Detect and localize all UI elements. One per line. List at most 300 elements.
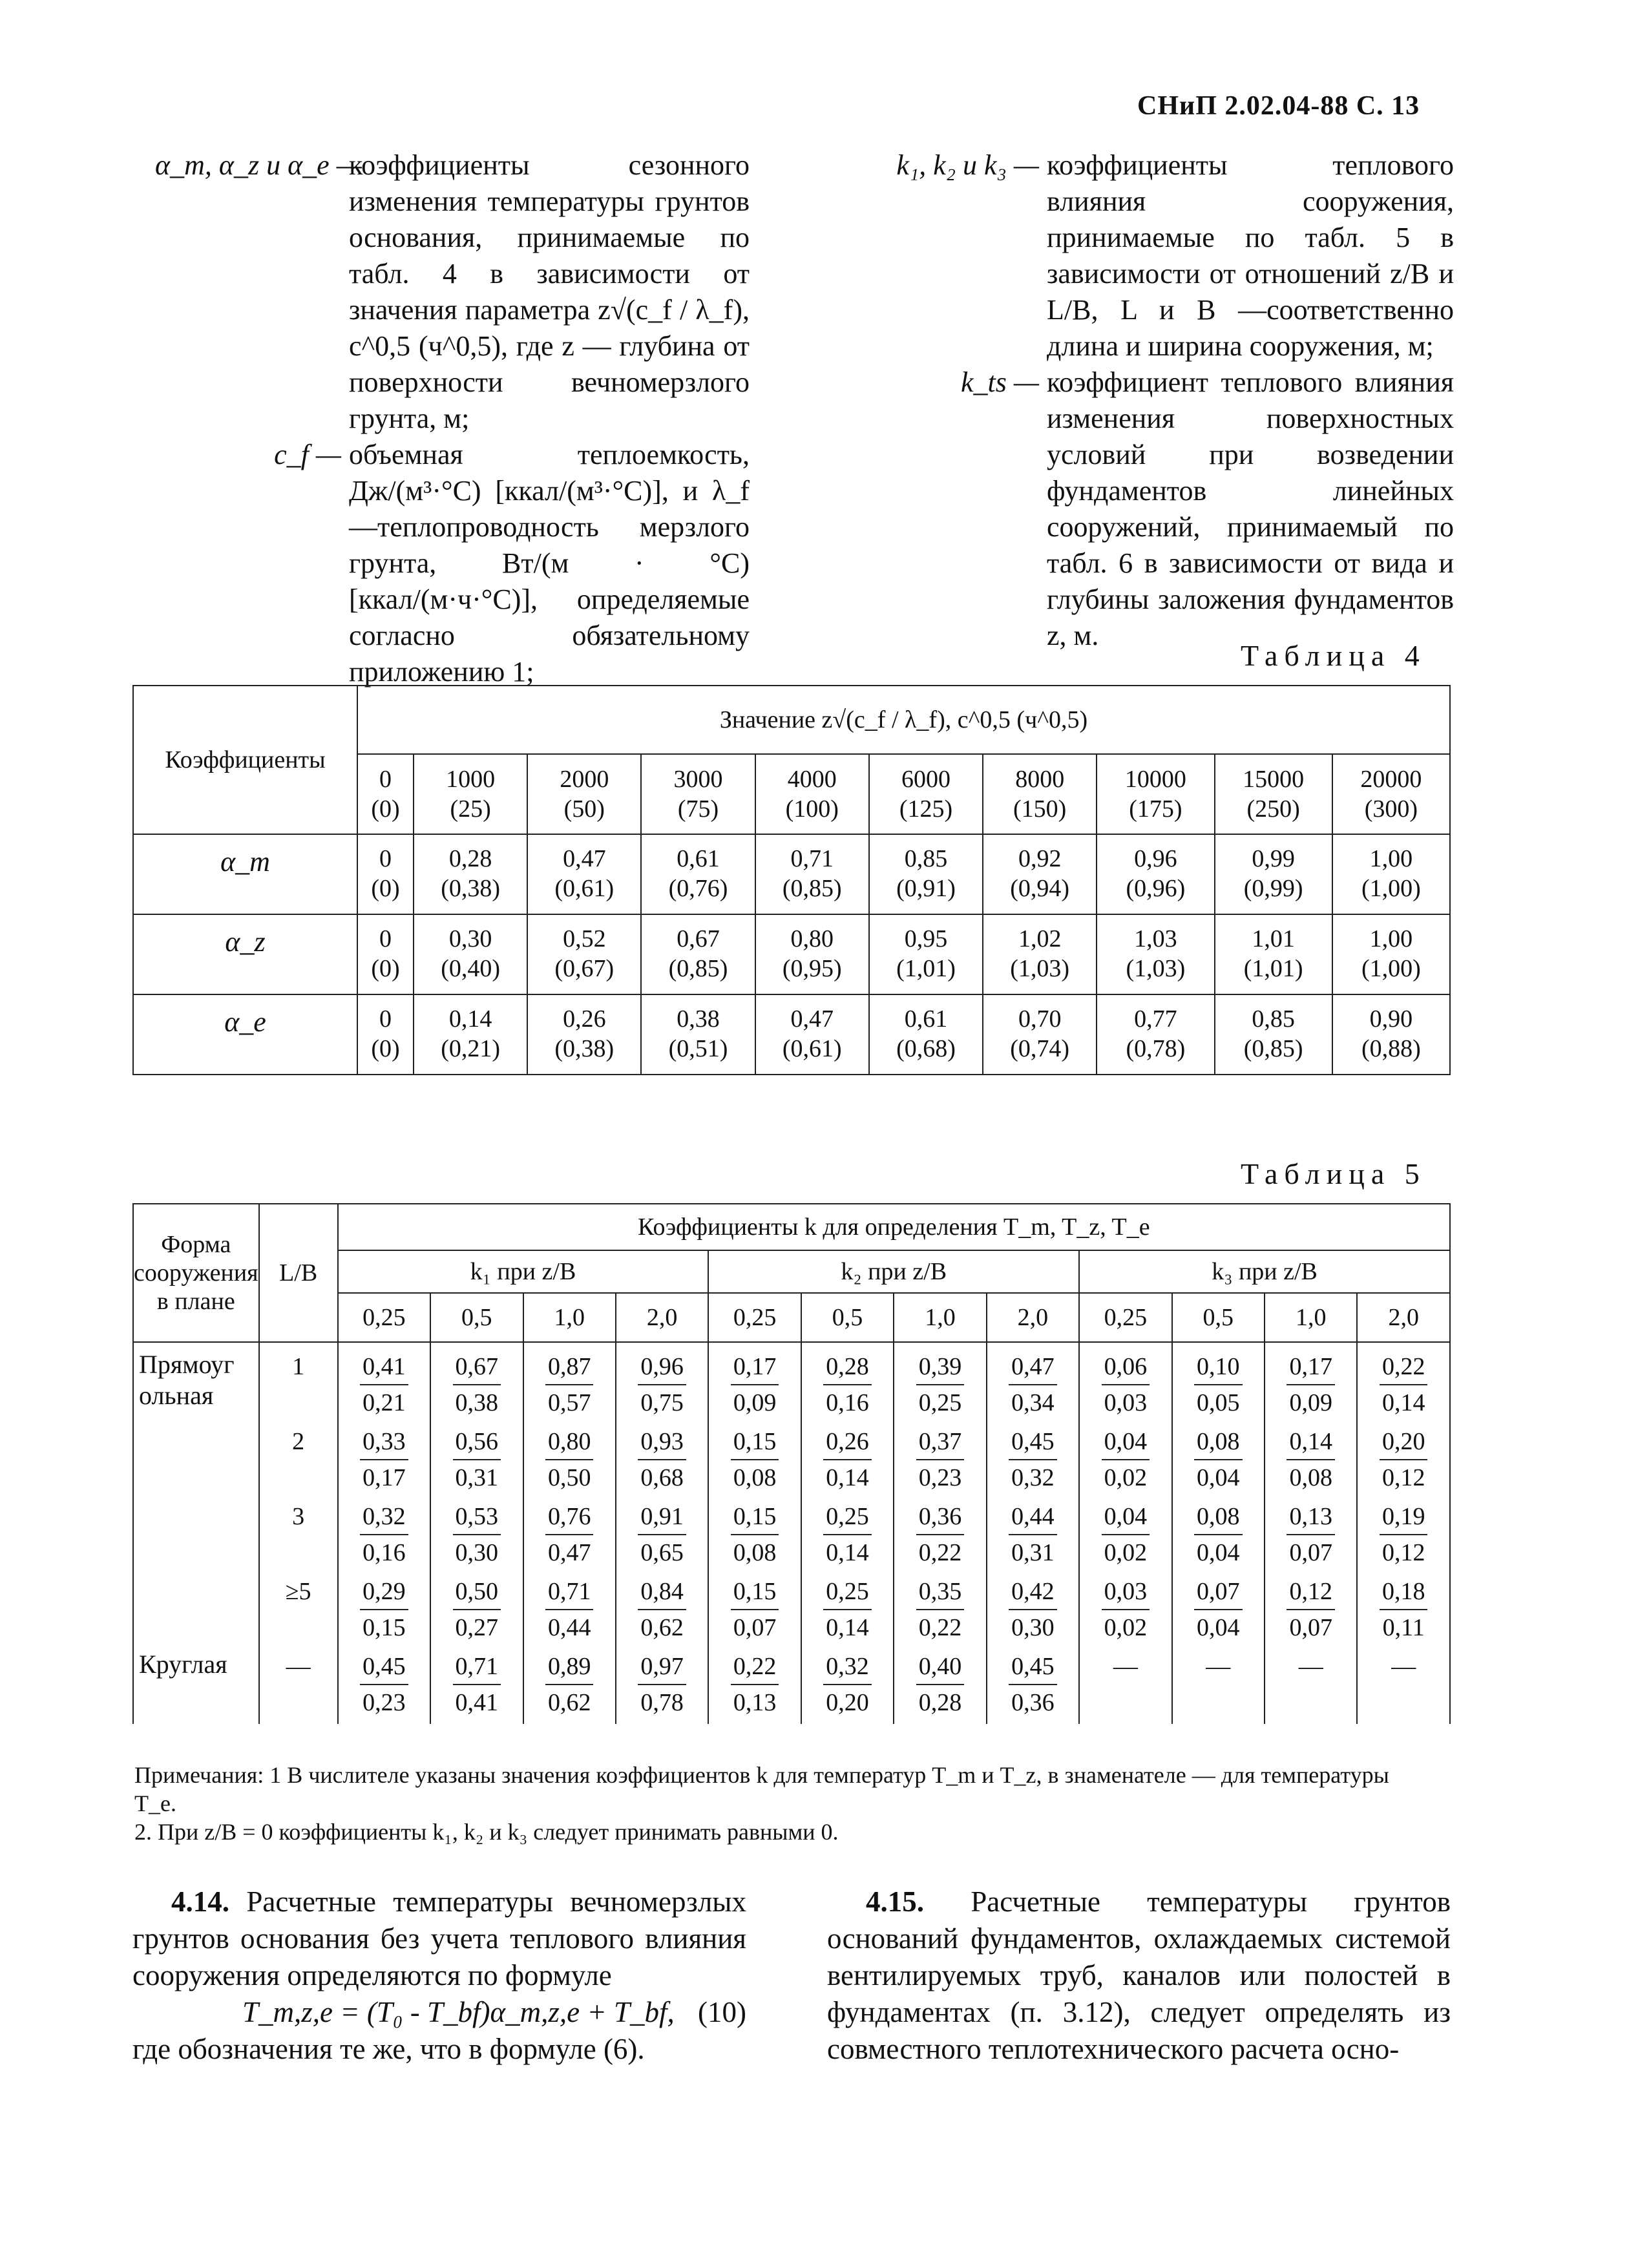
numerator: 0,25: [823, 1499, 872, 1535]
lb-value: —: [286, 1653, 311, 1680]
numerator: 0,71: [453, 1649, 501, 1685]
table-cell: [869, 994, 983, 1075]
denominator: 0,21: [362, 1389, 406, 1416]
numerator: 0,35: [916, 1574, 965, 1610]
denominator: 0,17: [362, 1464, 406, 1491]
right-definitions: [840, 147, 1454, 654]
numerator: 0,17: [731, 1349, 779, 1385]
numerator: 0,04: [1102, 1424, 1150, 1460]
cell-value-alt: (0,85): [782, 875, 842, 902]
table-cell: [414, 994, 527, 1075]
fraction: [453, 1424, 501, 1495]
table-cell: [869, 834, 983, 914]
fraction: [823, 1649, 872, 1720]
table-cell: [1097, 994, 1214, 1075]
denominator: 0,31: [1011, 1539, 1055, 1566]
numerator: 0,36: [916, 1499, 965, 1535]
cell-value: 0,61: [677, 845, 720, 872]
numerator: 0,67: [453, 1349, 501, 1385]
cell-value-alt: (0,68): [896, 1035, 956, 1062]
cell-value-alt: (1,01): [1243, 955, 1303, 982]
numerator: 0,37: [916, 1424, 965, 1460]
table5-zb-header: 1,0: [1265, 1293, 1357, 1342]
definition-term: k₁, k₂ и k₃ —: [896, 149, 1039, 181]
lb-value: 3: [292, 1503, 305, 1530]
table5-value-column: [616, 1342, 708, 1724]
fraction: [1009, 1349, 1057, 1420]
table5-k2-header: k₂ при z/B: [708, 1250, 1079, 1293]
numerator: 0,89: [545, 1649, 594, 1685]
table-cell: [1215, 914, 1332, 994]
table5-k1-header: k₁ при z/B: [338, 1250, 709, 1293]
denominator: 0,28: [918, 1689, 962, 1716]
table-cell: [1097, 834, 1214, 914]
fraction: [638, 1499, 686, 1570]
numerator: 0,26: [823, 1424, 872, 1460]
denominator: 0,57: [547, 1389, 591, 1416]
table4-row-label: α_z: [133, 914, 357, 994]
table-cell: [641, 914, 755, 994]
formula-number: (10): [698, 1996, 746, 2028]
column-value-alt: (75): [677, 795, 719, 823]
table4-column-header: [527, 754, 641, 834]
section-4-14: [132, 1884, 746, 2068]
cell-value-alt: (0,38): [554, 1035, 614, 1062]
numerator: 0,87: [545, 1349, 594, 1385]
table5-zb-header: 0,5: [430, 1293, 523, 1342]
table-cell: [1332, 994, 1450, 1075]
cell-value: 0,26: [563, 1005, 606, 1033]
cell-value: 0,92: [1018, 845, 1062, 872]
numerator: 0,15: [731, 1574, 779, 1610]
numerator: 0,39: [916, 1349, 965, 1385]
numerator: 0,93: [638, 1424, 686, 1460]
table-cell: [983, 834, 1097, 914]
cell-value-alt: (0,78): [1126, 1035, 1186, 1062]
numerator: 0,32: [360, 1499, 408, 1535]
cell-value-alt: (1,03): [1010, 955, 1070, 982]
table-row: [133, 994, 1450, 1075]
fraction: [1102, 1574, 1150, 1645]
cell-value-alt: (0): [371, 875, 400, 902]
fraction: [1380, 1499, 1428, 1570]
section-number: 4.14.: [171, 1885, 229, 1918]
table5-shape-header: Форма сооружения в плане: [133, 1204, 259, 1342]
denominator: 0,50: [547, 1464, 591, 1491]
table5-lb-header: L/B: [259, 1204, 338, 1342]
denominator: 0,12: [1381, 1539, 1425, 1566]
denominator: 0,78: [640, 1689, 684, 1716]
fraction: [1102, 1349, 1150, 1420]
table5-zb-header: 2,0: [616, 1293, 708, 1342]
table5-zb-header: 0,25: [338, 1293, 430, 1342]
denominator: 0,02: [1104, 1464, 1148, 1491]
fraction: [731, 1424, 779, 1495]
table5-zb-header: 2,0: [987, 1293, 1079, 1342]
denominator: 0,65: [640, 1539, 684, 1566]
fraction: [545, 1649, 594, 1720]
fraction: [545, 1349, 594, 1420]
fraction: [1287, 1499, 1335, 1570]
table4-row-label: α_m: [133, 834, 357, 914]
denominator: 0,02: [1104, 1614, 1148, 1641]
denominator: 0,31: [455, 1464, 499, 1491]
denominator: 0,07: [733, 1614, 777, 1641]
denominator: 0,47: [547, 1539, 591, 1566]
table5-k3-header: k₃ при z/B: [1079, 1250, 1450, 1293]
table-4: [132, 685, 1451, 1075]
cell-value: 0,67: [677, 925, 720, 952]
numerator: 0,91: [638, 1499, 686, 1535]
column-value-alt: (125): [899, 795, 953, 823]
numerator: 0,33: [360, 1424, 408, 1460]
table-cell: [983, 994, 1097, 1075]
cell-value-alt: (0,85): [1243, 1035, 1303, 1062]
table5-zb-header: 1,0: [523, 1293, 616, 1342]
table5-value-column: [1357, 1342, 1450, 1724]
fraction: [1287, 1574, 1335, 1645]
lb-value: 1: [292, 1353, 305, 1380]
table5-value-column: [987, 1342, 1079, 1724]
fraction: [545, 1574, 594, 1645]
table-cell: [527, 914, 641, 994]
fraction: [1380, 1424, 1428, 1495]
denominator: 0,12: [1381, 1464, 1425, 1491]
cell-value-alt: (0,76): [668, 875, 728, 902]
column-value-alt: (50): [563, 795, 605, 823]
column-value: 6000: [901, 766, 951, 793]
cell-value: 1,02: [1018, 925, 1062, 952]
table4-caption: Таблица 4: [1241, 639, 1426, 672]
cell-value-alt: (0,91): [896, 875, 956, 902]
cell-value: 0,52: [563, 925, 606, 952]
numerator: 0,07: [1194, 1574, 1243, 1610]
table4-column-header: [357, 754, 414, 834]
section-text: Расчетные температуры грунтов оснований фундаментов, охлаждаемых системой вентилируемых труб, каналов или полостей в фундаментах (п. 3.12), следует определять из совместного теплотехнического расчета осно-: [827, 1885, 1451, 2065]
section-number: 4.15.: [866, 1885, 924, 1918]
numerator: 0,45: [1009, 1424, 1057, 1460]
denominator: 0,44: [547, 1614, 591, 1641]
fraction: [453, 1574, 501, 1645]
formula-10: [132, 1994, 746, 2031]
cell-value-alt: (0,74): [1010, 1035, 1070, 1062]
table4-row-header: Коэффициенты: [133, 686, 357, 834]
numerator: 0,06: [1102, 1349, 1150, 1385]
fraction: [1009, 1574, 1057, 1645]
numerator: 0,03: [1102, 1574, 1150, 1610]
table5-note-1: Примечания: 1 В числителе указаны значения коэффициентов k для температур T_m и T_z, в знаменателе — для температуры T_e.: [134, 1762, 1389, 1816]
table5-zb-header: 0,25: [708, 1293, 801, 1342]
table5-lb-column: [259, 1342, 338, 1724]
numerator: 0,22: [1380, 1349, 1428, 1385]
denominator: 0,16: [362, 1539, 406, 1566]
section-4-15: [827, 1884, 1451, 2068]
numerator: 0,17: [1287, 1349, 1335, 1385]
column-value: 10000: [1124, 766, 1186, 793]
cell-value: 0,99: [1252, 845, 1295, 872]
cell-value: 1,00: [1369, 845, 1413, 872]
formula: T_m,z,e = (T₀ - T_bf)α_m,z,e + T_bf,: [242, 1996, 675, 2028]
numerator: 0,29: [360, 1574, 408, 1610]
cell-value-alt: (0,96): [1126, 875, 1186, 902]
numerator: 0,42: [1009, 1574, 1057, 1610]
table5-value-column: [894, 1342, 986, 1724]
fraction: [916, 1499, 965, 1570]
cell-value-alt: (0): [371, 1035, 400, 1062]
denominator: 0,32: [1011, 1464, 1055, 1491]
fraction: [360, 1499, 408, 1570]
table5-note-2: 2. При z/B = 0 коэффициенты k₁, k₂ и k₃ следует принимать равными 0.: [134, 1819, 839, 1845]
table5-shape-column: [133, 1342, 259, 1724]
cell-value: 0: [379, 925, 392, 952]
fraction: [823, 1499, 872, 1570]
denominator: 0,75: [640, 1389, 684, 1416]
denominator: 0,25: [918, 1389, 962, 1416]
table5-group-header: Коэффициенты k для определения T_m, T_z, T_e: [338, 1204, 1450, 1250]
fraction: [360, 1574, 408, 1645]
cell-value: 0,85: [1252, 1005, 1295, 1033]
table5-value-column: [523, 1342, 616, 1724]
numerator: 0,12: [1287, 1574, 1335, 1610]
denominator: 0,41: [455, 1689, 499, 1716]
column-value-alt: (0): [371, 795, 400, 823]
denominator: 0,09: [1289, 1389, 1332, 1416]
table5-value-column: [430, 1342, 523, 1724]
numerator: 0,32: [823, 1649, 872, 1685]
table-cell: [527, 834, 641, 914]
fraction: [545, 1499, 594, 1570]
fraction: [638, 1574, 686, 1645]
column-value-alt: (250): [1246, 795, 1300, 823]
fraction: [638, 1424, 686, 1495]
fraction: [916, 1424, 965, 1495]
denominator: 0,14: [826, 1614, 869, 1641]
cell-value: 1,01: [1252, 925, 1295, 952]
cell-value: 0,70: [1018, 1005, 1062, 1033]
table4-column-header: [1215, 754, 1332, 834]
cell-value-alt: (1,00): [1361, 955, 1421, 982]
numerator: 0,18: [1380, 1574, 1428, 1610]
cell-value-alt: (0,88): [1361, 1035, 1421, 1062]
cell-value: 1,03: [1134, 925, 1177, 952]
definition-text: коэффициенты сезонного изменения температуры грунтов основания, принимаемые по табл. 4 в зависимости от значения параметра z√(c_f / λ_f), c^0,5 (ч^0,5), где z — глубина от поверхности вечномерзлого грунта, м;: [349, 149, 750, 434]
denominator: 0,30: [1011, 1614, 1055, 1641]
cell-value: 0: [379, 845, 392, 872]
table4-group-header: Значение z√(c_f / λ_f), c^0,5 (ч^0,5): [357, 686, 1450, 754]
column-value-alt: (175): [1129, 795, 1182, 823]
column-value: 8000: [1015, 766, 1065, 793]
cell-value: 0,14: [448, 1005, 492, 1033]
column-value: 4000: [787, 766, 837, 793]
cell-value-alt: (0): [371, 955, 400, 982]
definition-text: коэффициент теплового влияния изменения поверхностных условий при возведении фундаментов линейных сооружений, принимаемый по табл. 6 в зависимости от вида и глубины заложения фундаментов z, м.: [1047, 366, 1454, 651]
definition-term: c_f —: [274, 439, 341, 470]
cell-value-alt: (0,94): [1010, 875, 1070, 902]
denominator: 0,22: [918, 1614, 962, 1641]
definition-cf: [155, 437, 750, 690]
fraction: [545, 1424, 594, 1495]
numerator: 0,71: [545, 1574, 594, 1610]
numerator: 0,45: [360, 1649, 408, 1685]
denominator: 0,36: [1011, 1689, 1055, 1716]
fraction: [731, 1499, 779, 1570]
definition-k: [840, 147, 1454, 364]
fraction: [1009, 1649, 1057, 1720]
table5-value-column: [1172, 1342, 1265, 1724]
cell-value-alt: (0,95): [782, 955, 842, 982]
table-cell: [414, 914, 527, 994]
definition-text: объемная теплоемкость, Дж/(м³·°С) [ккал/(м³·°С)], и λ_f —теплопроводность мерзлого грунта, Вт/(м · °С) [ккал/(м·ч·°С)], определяемые согласно обязательному приложению 1;: [349, 439, 750, 688]
numerator: 0,53: [453, 1499, 501, 1535]
denominator: 0,14: [1381, 1389, 1425, 1416]
table5-value-column: [1265, 1342, 1357, 1724]
numerator: 0,80: [545, 1424, 594, 1460]
numerator: 0,50: [453, 1574, 501, 1610]
numerator: 0,45: [1009, 1649, 1057, 1685]
fraction: [1194, 1349, 1243, 1420]
table-cell: [641, 834, 755, 914]
cell-value: 0,38: [677, 1005, 720, 1033]
table5-zb-header: 0,5: [801, 1293, 894, 1342]
denominator: 0,14: [826, 1464, 869, 1491]
table4-column-header: [869, 754, 983, 834]
definition-term: α_m, α_z и α_e —: [155, 149, 362, 181]
shape-name: Прямоугольная: [139, 1350, 235, 1410]
numerator: 0,08: [1194, 1499, 1243, 1535]
table-cell: [414, 834, 527, 914]
column-value: 15000: [1243, 766, 1305, 793]
definition-text: коэффициенты теплового влияния сооружения, принимаемые по табл. 5 в зависимости от отношений z/B и L/B, L и B —соответственно длина и ширина сооружения, м;: [1047, 149, 1454, 362]
denominator: 0,03: [1104, 1389, 1148, 1416]
fraction: [638, 1349, 686, 1420]
column-value: 20000: [1360, 766, 1422, 793]
table-row: [133, 834, 1450, 914]
cell-value-alt: (0,99): [1243, 875, 1303, 902]
fraction: [731, 1349, 779, 1420]
cell-value-alt: (1,01): [896, 955, 956, 982]
cell-value-alt: (0,40): [441, 955, 500, 982]
cell-value: 0,90: [1369, 1005, 1413, 1033]
numerator: 0,10: [1194, 1349, 1243, 1385]
column-value-alt: (100): [785, 795, 839, 823]
fraction: [360, 1424, 408, 1495]
cell-value-alt: (0,51): [668, 1035, 728, 1062]
table-cell: [357, 834, 414, 914]
definition-alpha: [155, 147, 750, 437]
denominator: 0,04: [1197, 1614, 1240, 1641]
denominator: 0,09: [733, 1389, 777, 1416]
cell-value-alt: (0,61): [554, 875, 614, 902]
denominator: 0,13: [733, 1689, 777, 1716]
numerator: 0,14: [1287, 1424, 1335, 1460]
denominator: 0,02: [1104, 1539, 1148, 1566]
page-header: СНиП 2.02.04-88 С. 13: [1137, 91, 1420, 121]
denominator: 0,08: [733, 1539, 777, 1566]
cell-value-alt: (0,38): [441, 875, 500, 902]
cell-value: 0,61: [904, 1005, 948, 1033]
fraction: [453, 1499, 501, 1570]
numerator: 0,44: [1009, 1499, 1057, 1535]
denominator: 0,27: [455, 1614, 499, 1641]
fraction: [360, 1349, 408, 1420]
fraction: [638, 1649, 686, 1720]
table4-column-header: [641, 754, 755, 834]
fraction: [1380, 1574, 1428, 1645]
denominator: 0,15: [362, 1614, 406, 1641]
fraction: [453, 1349, 501, 1420]
table-cell: [755, 994, 869, 1075]
table5-zb-header: 2,0: [1357, 1293, 1450, 1342]
shape-name: Круглая: [139, 1650, 227, 1679]
section-text: Расчетные температуры вечномерзлых грунтов основания без учета теплового влияния сооружения определяются по формуле: [132, 1885, 747, 1991]
numerator: 0,84: [638, 1574, 686, 1610]
denominator: 0,05: [1197, 1389, 1240, 1416]
denominator: 0,14: [826, 1539, 869, 1566]
denominator: 0,22: [918, 1539, 962, 1566]
numerator: 0,25: [823, 1574, 872, 1610]
definition-kts: [840, 364, 1454, 654]
numerator: 0,76: [545, 1499, 594, 1535]
table4-row-label: α_e: [133, 994, 357, 1075]
numerator: 0,96: [638, 1349, 686, 1385]
denominator: 0,07: [1289, 1539, 1332, 1566]
fraction: [1287, 1349, 1335, 1420]
table-cell: [1332, 834, 1450, 914]
empty-dash: —: [1206, 1653, 1231, 1680]
denominator: 0,62: [640, 1614, 684, 1641]
empty-dash: —: [1113, 1653, 1138, 1680]
formula-note: где обозначения те же, что в формуле (6).: [132, 2033, 645, 2065]
table-row: [133, 914, 1450, 994]
fraction: [731, 1649, 779, 1720]
numerator: 0,28: [823, 1349, 872, 1385]
numerator: 0,56: [453, 1424, 501, 1460]
fraction: [731, 1574, 779, 1645]
cell-value-alt: (0,61): [782, 1035, 842, 1062]
column-value: 0: [379, 766, 392, 793]
numerator: 0,20: [1380, 1424, 1428, 1460]
table-cell: [983, 914, 1097, 994]
denominator: 0,04: [1197, 1464, 1240, 1491]
table5-value-column: [801, 1342, 894, 1724]
cell-value: 0: [379, 1005, 392, 1033]
table5-notes: [134, 1761, 1427, 1846]
table5-zb-header: 1,0: [894, 1293, 986, 1342]
cell-value-alt: (1,03): [1126, 955, 1186, 982]
table-cell: [641, 994, 755, 1075]
fraction: [823, 1424, 872, 1495]
table-cell: [869, 914, 983, 994]
column-value: 3000: [673, 766, 723, 793]
cell-value: 0,71: [790, 845, 834, 872]
numerator: 0,13: [1287, 1499, 1335, 1535]
cell-value: 0,77: [1134, 1005, 1177, 1033]
denominator: 0,68: [640, 1464, 684, 1491]
fraction: [916, 1349, 965, 1420]
numerator: 0,19: [1380, 1499, 1428, 1535]
cell-value: 0,30: [448, 925, 492, 952]
column-value: 2000: [560, 766, 609, 793]
numerator: 0,08: [1194, 1424, 1243, 1460]
table4-column-header: [414, 754, 527, 834]
table-cell: [527, 994, 641, 1075]
table5-zb-header: 0,5: [1172, 1293, 1265, 1342]
denominator: 0,23: [918, 1464, 962, 1491]
fraction: [823, 1349, 872, 1420]
table5-value-column: [338, 1342, 430, 1724]
numerator: 0,15: [731, 1424, 779, 1460]
fraction: [1102, 1424, 1150, 1495]
